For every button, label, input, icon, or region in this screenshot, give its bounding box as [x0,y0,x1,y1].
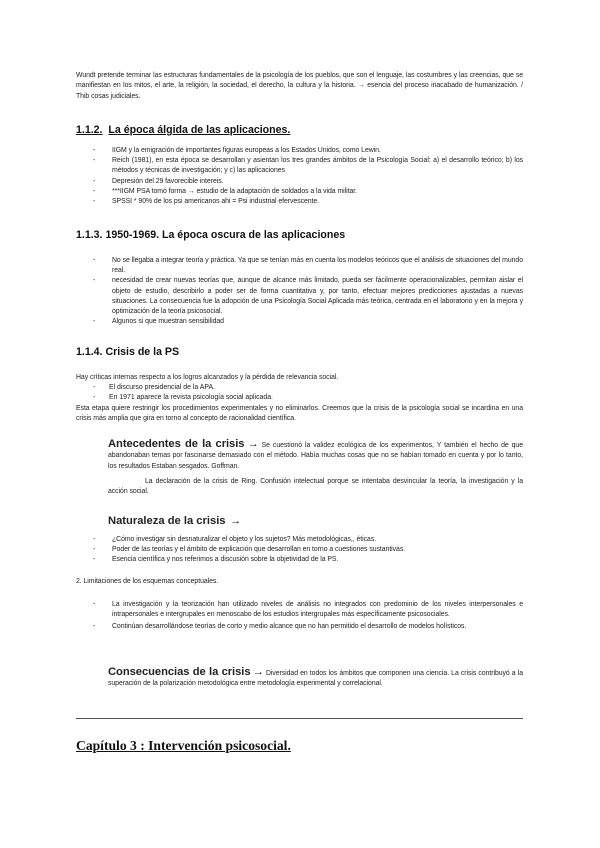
antecedentes-text: Se cuestionó la validez ecológica de los experimentos, Y también el hecho de que abandonaban temas por fascinarse demasiado con el método. Había muchas cosas que no se habían tomado en cuenta y por lo tanto, los resultados Estaban sesgados. Goffman. [108,442,523,470]
list-item: - Poder de las teorías y el ámbito de explicación que desarrollan en torno a cuestiones sustantivas. [93,545,523,555]
list-item: - SPSSI * 90% de los psi americanos ahi = Psi industrial efervescente. [93,197,523,207]
list-item: - ¿Cómo investigar sin desnaturalizar el objeto y los sujetos? Más metodológicas,, éticas. [93,535,523,545]
list-item: - necesidad de crear nuevas teorías que, aunque de alcance más limitado, pueda ser fácilmente operacionalizables, permitan aislar el objeto de estudio, describirlo a poder ser de forma cuantitativa y, por tanto, efectuar mejores predicciones ajustadas a nuevas situaciones. La consecuencia fue la adopción de una Psicología Social Aplicada más teórica, centrada en el laboratorio y en la mejora y optimización de la teoría psicosocial. [93,276,523,317]
section-number: 1.1.2. [76,124,103,136]
consecuencias-block [108,667,523,690]
list-item: - En 1971 aparece la revista psicología social aplicada. [93,393,273,403]
arrow-icon: → [247,438,259,450]
crisis-lead: Hay críticas internas respecto a los logros alcanzados y la pérdida de relevancia social. [76,374,339,381]
list-item: - La investigación y la teorización han utilizado niveles de análisis no integrados con predominio de los niveles interpersonales e intrapersonales e intergrupales en menoscabo de los estudios intergrupales más específicamente psicosociales. [93,600,523,620]
limitaciones-lead: 2. Limitaciones de los esquemas conceptuales. [76,578,219,585]
list-item: - Algunos si que muestran sensibilidad [93,317,523,327]
crisis-sublist [93,383,273,403]
crisis-paragraph: Esta etapa quiere restringir los procedimientos experimentales y no eliminarlos. Creemos que la crisis de la psicología social se incardina en una crisis más amplia que gira en torno al concepto de racionalidad científica. [76,405,523,423]
list-item: - IIGM y la emigración de importantes figuras europeas a los Estados Unidos, como Lewin. [93,146,523,156]
sec113-list [93,256,523,327]
list-item: - Esencia científica y nos referimos a discusión sobre la objetividad de la PS. [93,555,523,565]
naturaleza-heading [108,511,241,529]
antecedentes-block [108,439,523,472]
list-item: - Reich (1981), en esta época se desarrollan y asientan los tres grandes ámbitos de la Psicología Social: a) el desarrollo teórico; b) los métodos y técnicas de investigación; y c) las aplicaciones [93,156,523,176]
section-heading-1-1-2 [76,124,290,136]
section-title: La época álgida de las aplicaciones. [108,124,291,136]
list-item: - Continúan desarrollándose teorías de corto y medio alcance que no han permitido el desarrollo de modelos holísticos. [93,622,523,632]
arrow-icon: → [252,666,264,678]
antecedentes-text-2: La declaración de la crisis de Ring. Confusión intelectual porque se intentaba desvincular la teoría, la investigación y la acción social. [108,478,523,496]
sec112-list [93,146,523,207]
section-heading-1-1-3: 1.1.3. 1950-1969. La época oscura de las aplicaciones [76,229,346,241]
section-heading-1-1-4: 1.1.4. Crisis de la PS [76,346,180,358]
list-item: - Depresión del 29 favorecible intereis. [93,177,523,187]
naturaleza-title: Naturaleza de la crisis [108,515,226,527]
consecuencias-title: Consecuencias de la crisis [108,666,251,678]
consecuencias-text: Diversidad en todos los ámbitos que componen una ciencia. La crisis contribuyó a la superación de la polarización metodológica entre metodología experimental y correlacional. [108,670,523,688]
chapter-title: Capítulo 3 : Intervención psicosocial. [76,738,291,753]
arrow-icon: → [229,515,242,527]
horizontal-divider [76,718,523,719]
list-item: - El discurso presidencial de la APA. [93,383,273,393]
list-item: - No se llegaba a integrar teoría y práctica. Ya que se tenían más en cuenta los modelos teóricos que el análisis de situaciones del mundo real. [93,256,523,276]
antecedentes-title: Antecedentes de la crisis [108,438,245,450]
naturaleza-list [93,535,523,566]
list-item: - ***IIGM PSA tomó forma → estudio de la adaptación de soldados a la vida militar. [93,187,523,197]
intro-paragraph: Wundt pretende terminar las estructuras fundamentales de la psicología de los pueblos, que son el lenguaje, las costumbres y las creencias, que se manifiestan en los mitos, el arte, la religión, la sociedad, el derecho, la cultura y la historia. → esencia del proceso inacabado de humanización. / Thib cosas judiciales. [76,72,523,100]
limitaciones-list [93,600,523,633]
